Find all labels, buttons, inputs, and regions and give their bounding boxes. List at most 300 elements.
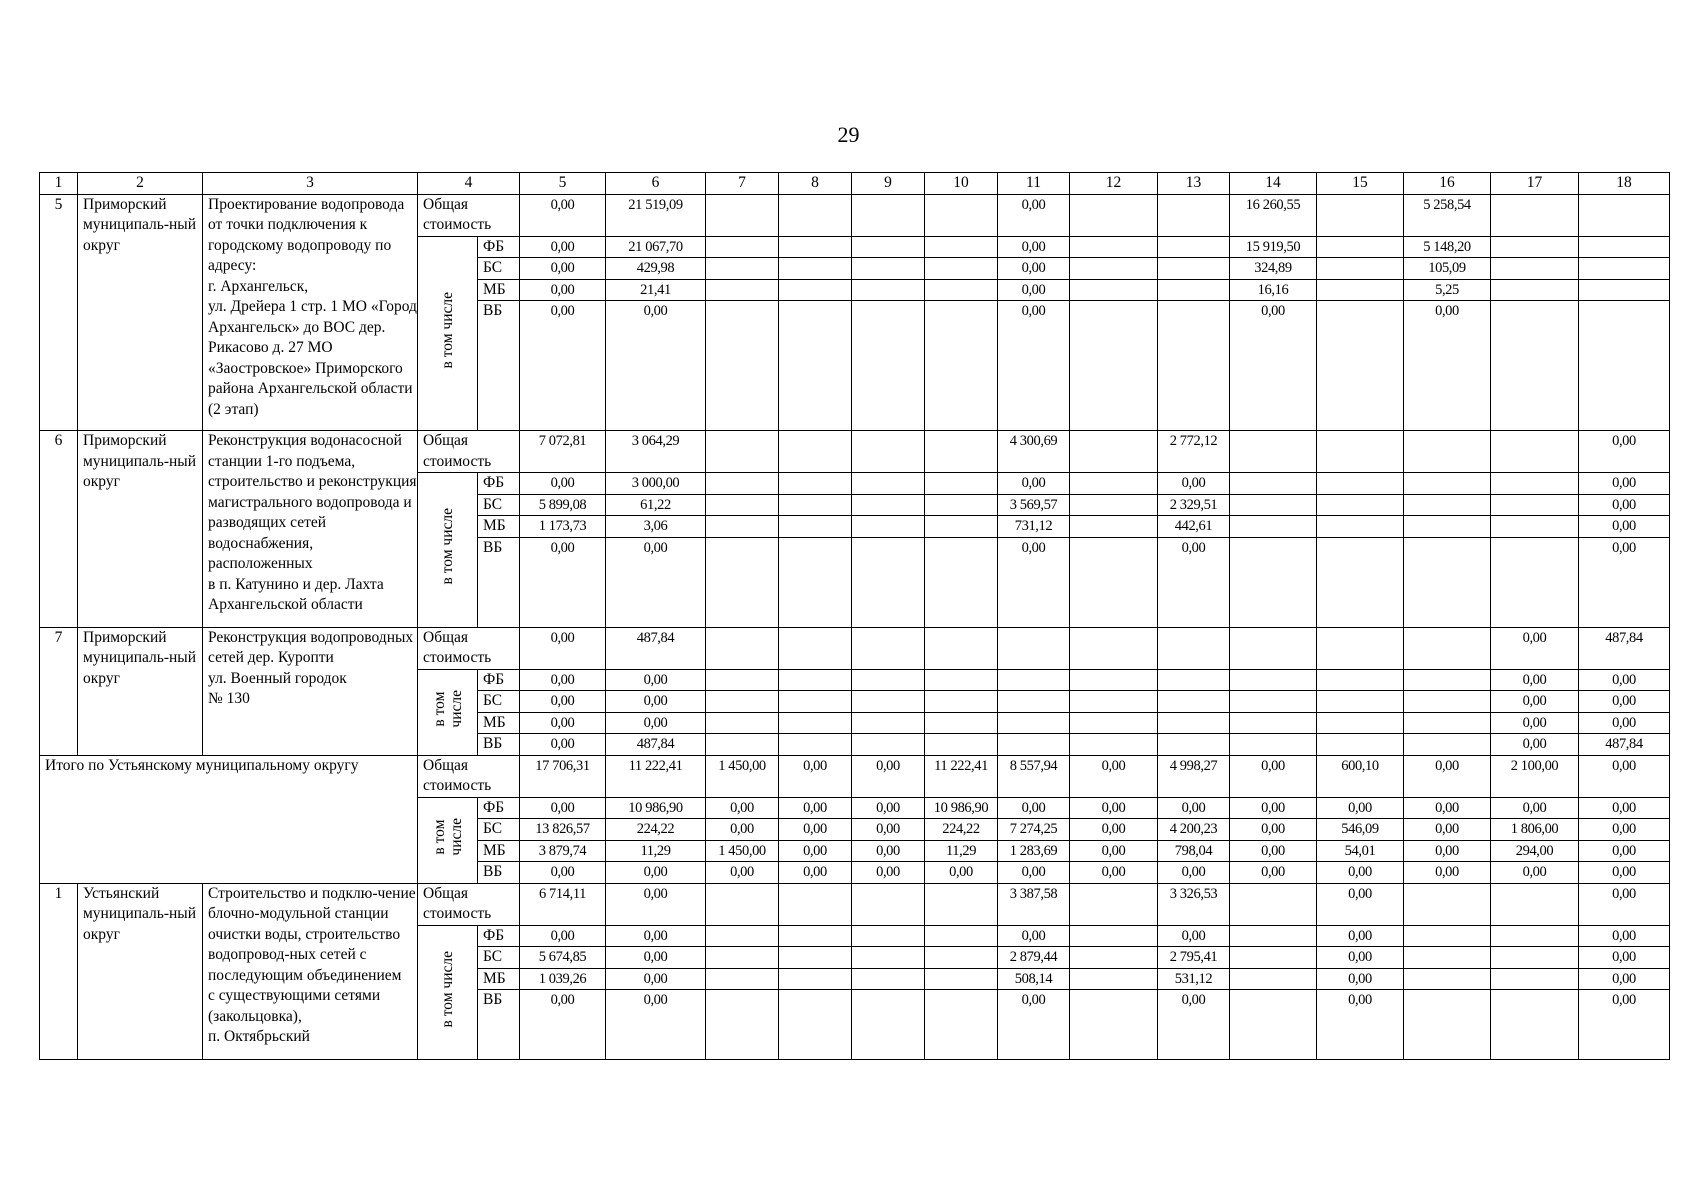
header-cell: 15	[1317, 173, 1404, 195]
value-cell: 487,84	[606, 734, 706, 756]
value-cell: 3 387,58	[998, 883, 1070, 925]
value-cell: 0,00	[1404, 862, 1491, 884]
value-cell	[1491, 301, 1579, 431]
value-cell: 0,00	[1070, 819, 1158, 841]
value-cell: 0,00	[1579, 925, 1670, 947]
value-cell: 0,00	[1317, 947, 1404, 969]
value-cell	[925, 431, 998, 473]
header-cell: 5	[520, 173, 606, 195]
value-cell: 2 329,51	[1158, 494, 1230, 516]
value-cell: 224,22	[606, 819, 706, 841]
value-cell	[1230, 990, 1317, 1060]
value-cell	[779, 494, 852, 516]
municipality: Приморский муниципаль-ный округ	[78, 431, 203, 628]
value-cell: 0,00	[1579, 947, 1670, 969]
value-cell: 0,00	[1491, 669, 1579, 691]
value-cell: 0,00	[1579, 669, 1670, 691]
value-cell: 16 260,55	[1230, 194, 1317, 236]
value-cell	[1070, 734, 1158, 756]
value-cell: 324,89	[1230, 258, 1317, 280]
value-cell: 0,00	[1317, 990, 1404, 1060]
value-cell: 0,00	[1404, 755, 1491, 797]
value-cell: 0,00	[1317, 925, 1404, 947]
value-cell: 0,00	[606, 712, 706, 734]
value-cell	[1070, 258, 1158, 280]
value-cell	[1404, 691, 1491, 713]
value-cell: 16,16	[1230, 279, 1317, 301]
value-cell	[779, 883, 852, 925]
value-cell	[852, 712, 925, 734]
value-cell: 0,00	[779, 755, 852, 797]
header-cell: 6	[606, 173, 706, 195]
header-cell: 16	[1404, 173, 1491, 195]
value-cell	[925, 516, 998, 538]
value-cell: 1 039,26	[520, 968, 606, 990]
value-cell	[779, 627, 852, 669]
value-cell: 11,29	[606, 840, 706, 862]
value-cell: 0,00	[520, 797, 606, 819]
value-cell	[706, 968, 779, 990]
value-cell	[925, 883, 998, 925]
value-cell: 0,00	[852, 819, 925, 841]
value-cell: 54,01	[1317, 840, 1404, 862]
value-cell: 0,00	[1579, 494, 1670, 516]
value-cell	[925, 301, 998, 431]
total-row	[40, 194, 1670, 236]
value-cell: 0,00	[1070, 755, 1158, 797]
value-cell	[925, 627, 998, 669]
value-cell	[779, 301, 852, 431]
value-cell: 0,00	[1070, 840, 1158, 862]
value-cell	[852, 431, 925, 473]
value-cell: 8 557,94	[998, 755, 1070, 797]
value-cell	[779, 968, 852, 990]
header-row	[40, 173, 1670, 195]
value-cell	[1070, 301, 1158, 431]
value-cell: 1 450,00	[706, 755, 779, 797]
value-cell: 0,00	[520, 236, 606, 258]
value-cell	[1230, 516, 1317, 538]
value-cell	[1317, 473, 1404, 495]
value-cell: 0,00	[779, 862, 852, 884]
value-cell	[1230, 627, 1317, 669]
value-cell: 0,00	[1070, 862, 1158, 884]
value-cell: 0,00	[520, 712, 606, 734]
value-cell: 3,06	[606, 516, 706, 538]
including-text: в том числе	[430, 689, 465, 728]
value-cell: 0,00	[998, 279, 1070, 301]
value-cell	[1404, 669, 1491, 691]
value-cell: 0,00	[1491, 734, 1579, 756]
value-cell	[706, 990, 779, 1060]
value-cell	[1579, 194, 1670, 236]
value-cell	[706, 734, 779, 756]
value-cell	[998, 712, 1070, 734]
value-cell	[706, 494, 779, 516]
value-cell: 0,00	[925, 862, 998, 884]
value-cell	[1404, 947, 1491, 969]
value-cell: 0,00	[1317, 862, 1404, 884]
value-cell	[1158, 627, 1230, 669]
value-cell	[779, 236, 852, 258]
value-cell: 0,00	[1404, 840, 1491, 862]
value-cell	[852, 669, 925, 691]
value-cell	[1317, 279, 1404, 301]
value-cell: 3 569,57	[998, 494, 1070, 516]
value-cell: 798,04	[1158, 840, 1230, 862]
total-cost-label: Общая стоимость	[418, 755, 520, 797]
funding-source: МБ	[478, 712, 520, 734]
header-cell: 7	[706, 173, 779, 195]
value-cell: 0,00	[606, 947, 706, 969]
value-cell: 0,00	[706, 862, 779, 884]
value-cell: 0,00	[1158, 797, 1230, 819]
header-cell: 8	[779, 173, 852, 195]
value-cell	[925, 669, 998, 691]
value-cell	[706, 691, 779, 713]
including-label	[418, 669, 478, 755]
value-cell	[852, 537, 925, 627]
value-cell	[779, 990, 852, 1060]
value-cell	[1070, 494, 1158, 516]
value-cell	[706, 473, 779, 495]
value-cell	[1491, 194, 1579, 236]
value-cell	[1404, 734, 1491, 756]
value-cell: 0,00	[1579, 883, 1670, 925]
value-cell: 0,00	[1230, 755, 1317, 797]
value-cell	[1491, 968, 1579, 990]
value-cell	[925, 279, 998, 301]
value-cell: 0,00	[1579, 819, 1670, 841]
value-cell	[925, 258, 998, 280]
value-cell: 21 519,09	[606, 194, 706, 236]
value-cell	[1491, 990, 1579, 1060]
value-cell	[852, 236, 925, 258]
value-cell	[925, 236, 998, 258]
value-cell	[779, 516, 852, 538]
value-cell	[852, 194, 925, 236]
value-cell	[779, 194, 852, 236]
value-cell	[1491, 516, 1579, 538]
value-cell	[779, 947, 852, 969]
header-cell: 17	[1491, 173, 1579, 195]
value-cell	[1317, 236, 1404, 258]
value-cell: 0,00	[1579, 797, 1670, 819]
value-cell	[1230, 734, 1317, 756]
value-cell	[925, 537, 998, 627]
value-cell	[1158, 691, 1230, 713]
value-cell	[779, 431, 852, 473]
funding-source: МБ	[478, 279, 520, 301]
value-cell: 0,00	[1404, 819, 1491, 841]
value-cell	[852, 473, 925, 495]
value-cell	[852, 947, 925, 969]
total-cost-label: Общая стоимость	[418, 431, 520, 473]
value-cell: 442,61	[1158, 516, 1230, 538]
value-cell: 0,00	[1230, 301, 1317, 431]
value-cell: 0,00	[779, 840, 852, 862]
value-cell: 0,00	[606, 691, 706, 713]
value-cell: 0,00	[520, 925, 606, 947]
value-cell	[852, 494, 925, 516]
value-cell: 0,00	[1491, 797, 1579, 819]
value-cell: 10 986,90	[606, 797, 706, 819]
value-cell	[1491, 494, 1579, 516]
value-cell: 21,41	[606, 279, 706, 301]
value-cell	[1070, 516, 1158, 538]
value-cell	[1070, 925, 1158, 947]
value-cell	[852, 279, 925, 301]
value-cell: 5 674,85	[520, 947, 606, 969]
value-cell: 0,00	[1579, 755, 1670, 797]
row-number: 1	[40, 883, 78, 1060]
value-cell	[706, 516, 779, 538]
value-cell: 0,00	[1579, 840, 1670, 862]
object-description: Проектирование водопровода от точки подключения к городскому водопроводу по адресу: г. Архангельск, ул. Дрейера 1 стр. 1 МО «Город Архангельск» до ВОС дер. Рикасово д. 27 МО «Заостровское» Приморского района Архангельской области (2 этап)	[203, 194, 418, 431]
value-cell	[1158, 301, 1230, 431]
funding-source: БС	[478, 258, 520, 280]
value-cell	[998, 734, 1070, 756]
funding-source: БС	[478, 494, 520, 516]
value-cell: 0,00	[1579, 712, 1670, 734]
row-number: 5	[40, 194, 78, 431]
value-cell: 2 100,00	[1491, 755, 1579, 797]
value-cell	[1317, 301, 1404, 431]
value-cell: 0,00	[1404, 797, 1491, 819]
value-cell: 0,00	[1491, 627, 1579, 669]
header-cell: 10	[925, 173, 998, 195]
value-cell	[1491, 279, 1579, 301]
value-cell	[1070, 537, 1158, 627]
budget-table	[39, 172, 1670, 1060]
value-cell	[1317, 258, 1404, 280]
value-cell: 0,00	[1230, 797, 1317, 819]
value-cell: 0,00	[779, 797, 852, 819]
value-cell: 21 067,70	[606, 236, 706, 258]
total-cost-label: Общая стоимость	[418, 883, 520, 925]
header-cell: 1	[40, 173, 78, 195]
value-cell	[852, 258, 925, 280]
municipality: Устьянский муниципаль-ный округ	[78, 883, 203, 1060]
header-cell: 2	[78, 173, 203, 195]
value-cell: 0,00	[520, 258, 606, 280]
value-cell	[1491, 236, 1579, 258]
value-cell: 0,00	[998, 194, 1070, 236]
value-cell	[925, 925, 998, 947]
value-cell: 0,00	[1070, 797, 1158, 819]
value-cell: 3 326,53	[1158, 883, 1230, 925]
header-cell: 14	[1230, 173, 1317, 195]
value-cell	[998, 691, 1070, 713]
including-text: в том числе	[430, 817, 465, 856]
value-cell	[1579, 258, 1670, 280]
value-cell	[1158, 669, 1230, 691]
value-cell	[1404, 516, 1491, 538]
value-cell: 0,00	[606, 990, 706, 1060]
value-cell	[1070, 236, 1158, 258]
value-cell	[1158, 279, 1230, 301]
value-cell	[852, 883, 925, 925]
total-row	[40, 627, 1670, 669]
value-cell: 0,00	[1579, 968, 1670, 990]
value-cell	[1158, 258, 1230, 280]
including-label	[418, 925, 478, 1060]
value-cell: 0,00	[706, 797, 779, 819]
funding-source: БС	[478, 947, 520, 969]
value-cell	[1230, 925, 1317, 947]
value-cell	[1404, 990, 1491, 1060]
value-cell	[779, 669, 852, 691]
value-cell: 3 879,74	[520, 840, 606, 862]
value-cell	[706, 301, 779, 431]
value-cell	[779, 925, 852, 947]
value-cell: 487,84	[1579, 734, 1670, 756]
funding-source: МБ	[478, 968, 520, 990]
funding-source: ФБ	[478, 236, 520, 258]
value-cell	[1317, 516, 1404, 538]
value-cell	[1491, 925, 1579, 947]
object-description: Строительство и подклю-чение блочно-модульной станции очистки воды, строительство водопровод-ных сетей с последующим объединением с существующими сетями (закольцовка), п. Октябрьский	[203, 883, 418, 1060]
value-cell	[925, 712, 998, 734]
value-cell	[998, 669, 1070, 691]
value-cell: 13 826,57	[520, 819, 606, 841]
value-cell	[1491, 537, 1579, 627]
object-description: Реконструкция водопроводных сетей дер. Куропти ул. Военный городок № 130	[203, 627, 418, 755]
funding-source: МБ	[478, 516, 520, 538]
value-cell	[1491, 473, 1579, 495]
value-cell	[1230, 947, 1317, 969]
header-cell: 9	[852, 173, 925, 195]
value-cell	[779, 258, 852, 280]
value-cell: 0,00	[998, 258, 1070, 280]
funding-source: ФБ	[478, 669, 520, 691]
including-label	[418, 473, 478, 628]
value-cell	[706, 669, 779, 691]
value-cell: 0,00	[1579, 537, 1670, 627]
header-cell: 12	[1070, 173, 1158, 195]
value-cell	[1404, 494, 1491, 516]
value-cell	[1404, 431, 1491, 473]
value-cell: 0,00	[1491, 862, 1579, 884]
value-cell: 294,00	[1491, 840, 1579, 862]
value-cell	[1404, 712, 1491, 734]
object-description: Реконструкция водонасосной станции 1-го подъема, строительство и реконструкция магистрального водопровода и разводящих сетей водоснабжения, расположенных в п. Катунино и дер. Лахта Архангельской области	[203, 431, 418, 628]
value-cell	[706, 236, 779, 258]
value-cell	[1317, 537, 1404, 627]
value-cell	[925, 494, 998, 516]
total-cost-label: Общая стоимость	[418, 627, 520, 669]
value-cell	[1070, 669, 1158, 691]
value-cell: 0,00	[1491, 691, 1579, 713]
funding-source: ФБ	[478, 925, 520, 947]
including-text: в том числе	[439, 508, 456, 585]
value-cell	[1579, 301, 1670, 431]
value-cell	[1070, 473, 1158, 495]
value-cell: 224,22	[925, 819, 998, 841]
value-cell: 0,00	[1230, 862, 1317, 884]
value-cell: 0,00	[998, 537, 1070, 627]
value-cell	[1070, 990, 1158, 1060]
value-cell	[1158, 734, 1230, 756]
value-cell: 0,00	[779, 819, 852, 841]
value-cell: 61,22	[606, 494, 706, 516]
value-cell	[925, 194, 998, 236]
value-cell	[1158, 194, 1230, 236]
value-cell: 0,00	[1491, 712, 1579, 734]
value-cell	[1491, 883, 1579, 925]
value-cell: 0,00	[606, 669, 706, 691]
value-cell: 0,00	[852, 797, 925, 819]
value-cell: 11 222,41	[606, 755, 706, 797]
value-cell: 0,00	[520, 279, 606, 301]
value-cell: 4 998,27	[1158, 755, 1230, 797]
value-cell	[779, 734, 852, 756]
value-cell: 0,00	[520, 627, 606, 669]
value-cell: 0,00	[1579, 862, 1670, 884]
value-cell: 0,00	[1579, 473, 1670, 495]
value-cell: 531,12	[1158, 968, 1230, 990]
funding-source: МБ	[478, 840, 520, 862]
funding-source: БС	[478, 691, 520, 713]
value-cell	[1230, 691, 1317, 713]
value-cell	[1070, 883, 1158, 925]
value-cell: 0,00	[1158, 473, 1230, 495]
value-cell	[1230, 494, 1317, 516]
value-cell: 3 000,00	[606, 473, 706, 495]
value-cell: 508,14	[998, 968, 1070, 990]
value-cell	[1070, 627, 1158, 669]
value-cell: 1 173,73	[520, 516, 606, 538]
value-cell	[1070, 968, 1158, 990]
value-cell: 11,29	[925, 840, 998, 862]
value-cell	[706, 431, 779, 473]
value-cell	[706, 279, 779, 301]
value-cell	[1317, 734, 1404, 756]
value-cell	[706, 947, 779, 969]
value-cell: 0,00	[1158, 862, 1230, 884]
value-cell	[1070, 194, 1158, 236]
value-cell	[852, 516, 925, 538]
value-cell: 0,00	[606, 537, 706, 627]
value-cell	[1070, 712, 1158, 734]
value-cell	[1230, 431, 1317, 473]
funding-source: ВБ	[478, 734, 520, 756]
total-row	[40, 431, 1670, 473]
value-cell: 0,00	[520, 990, 606, 1060]
value-cell: 0,00	[520, 734, 606, 756]
value-cell	[1230, 537, 1317, 627]
value-cell	[706, 712, 779, 734]
value-cell: 0,00	[1317, 797, 1404, 819]
value-cell	[852, 990, 925, 1060]
value-cell	[779, 712, 852, 734]
value-cell: 17 706,31	[520, 755, 606, 797]
value-cell: 0,00	[1317, 883, 1404, 925]
value-cell	[779, 473, 852, 495]
value-cell: 7 072,81	[520, 431, 606, 473]
value-cell: 0,00	[520, 537, 606, 627]
value-cell: 4 300,69	[998, 431, 1070, 473]
value-cell	[852, 734, 925, 756]
value-cell: 0,00	[520, 301, 606, 431]
value-cell	[706, 883, 779, 925]
value-cell: 0,00	[1579, 431, 1670, 473]
value-cell	[1070, 947, 1158, 969]
value-cell	[779, 537, 852, 627]
value-cell: 2 772,12	[1158, 431, 1230, 473]
value-cell	[852, 691, 925, 713]
value-cell: 429,98	[606, 258, 706, 280]
